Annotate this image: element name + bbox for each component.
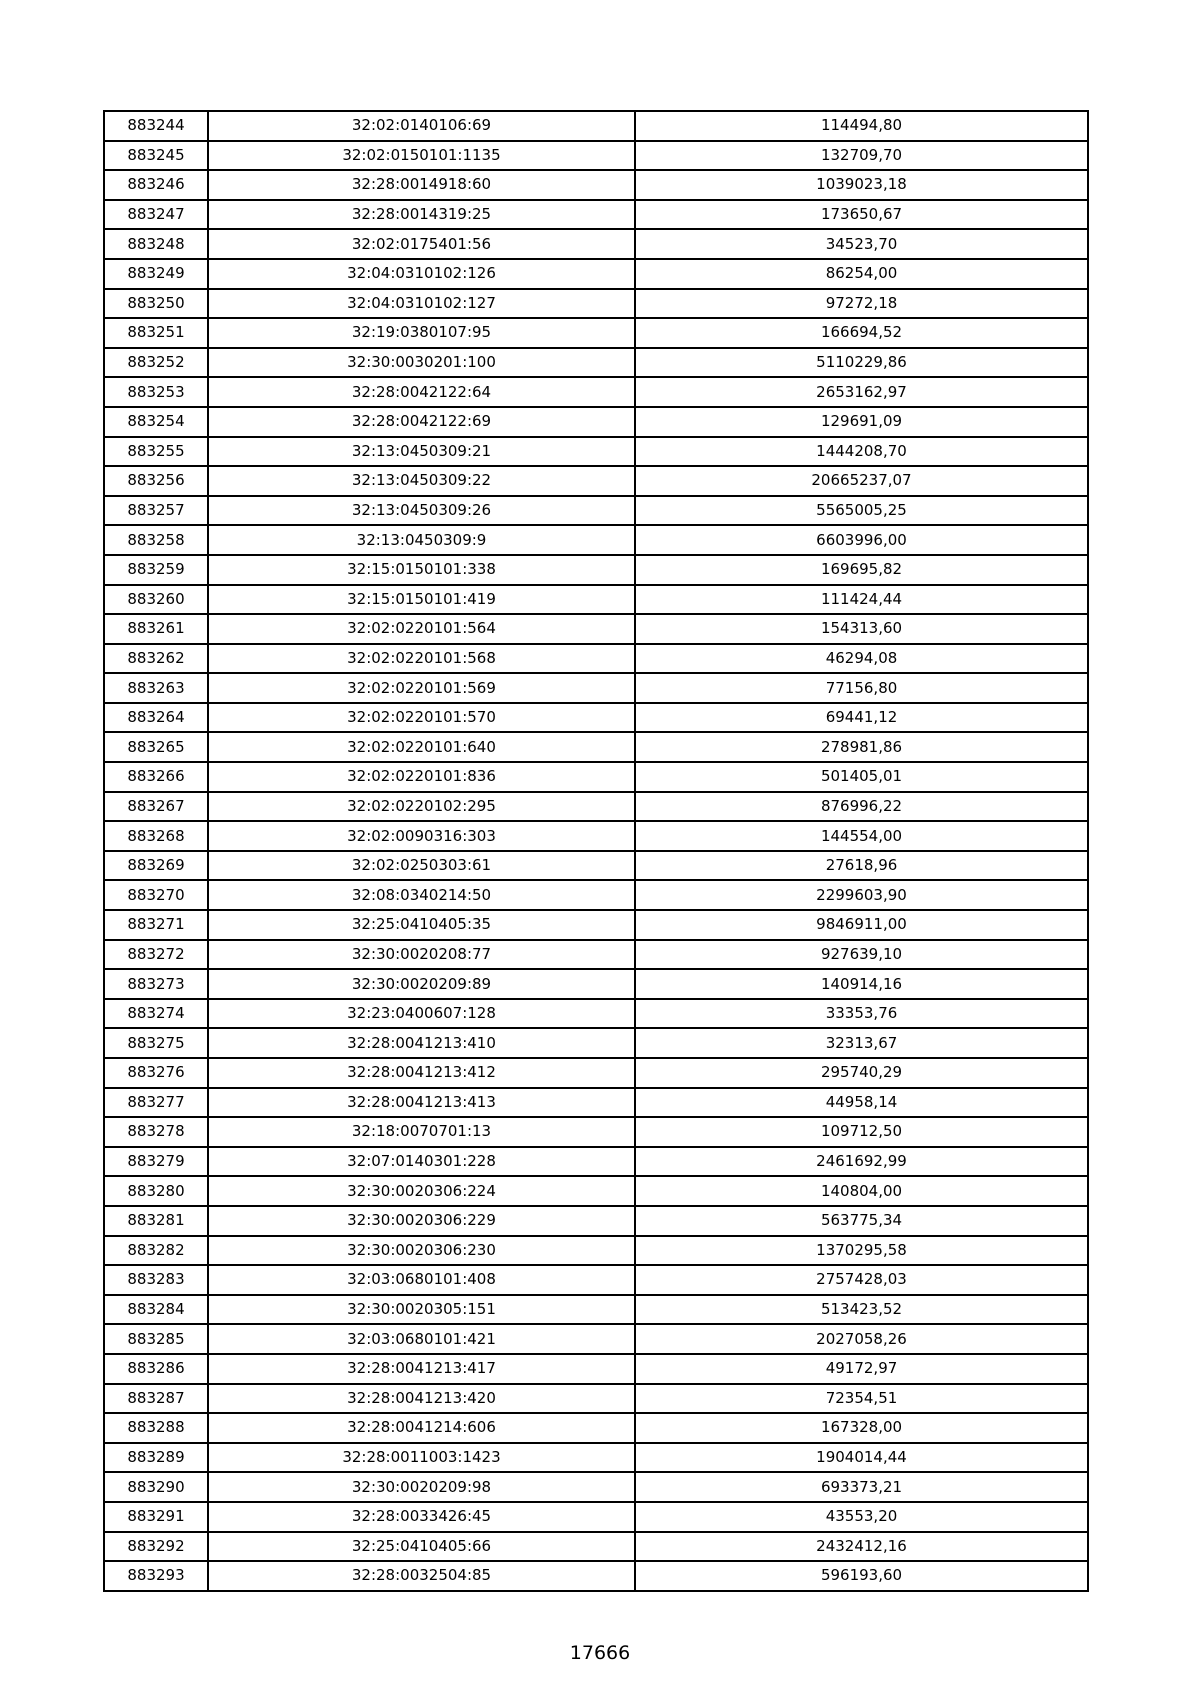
- value-cell: 166694,52: [635, 318, 1088, 348]
- table-row: [104, 792, 1088, 822]
- table-row: [104, 762, 1088, 792]
- value-cell: 46294,08: [635, 644, 1088, 674]
- record-id-cell: 883290: [104, 1472, 208, 1502]
- value-cell: 6603996,00: [635, 525, 1088, 555]
- table-row: [104, 1088, 1088, 1118]
- table-row: [104, 1324, 1088, 1354]
- cadastral-number-cell: 32:15:0150101:338: [208, 555, 635, 585]
- cadastral-number-cell: 32:04:0310102:126: [208, 259, 635, 289]
- cadastral-number-cell: 32:28:0041214:606: [208, 1413, 635, 1443]
- value-cell: 927639,10: [635, 940, 1088, 970]
- table-row: [104, 141, 1088, 171]
- record-id-cell: 883252: [104, 348, 208, 378]
- table-row: [104, 348, 1088, 378]
- record-id-cell: 883278: [104, 1117, 208, 1147]
- value-cell: 173650,67: [635, 200, 1088, 230]
- value-cell: 34523,70: [635, 229, 1088, 259]
- table-row: [104, 821, 1088, 851]
- record-id-cell: 883283: [104, 1265, 208, 1295]
- value-cell: 169695,82: [635, 555, 1088, 585]
- data-table: [103, 110, 1089, 1592]
- table-row: [104, 466, 1088, 496]
- cadastral-number-cell: 32:30:0030201:100: [208, 348, 635, 378]
- record-id-cell: 883281: [104, 1206, 208, 1236]
- cadastral-number-cell: 32:23:0400607:128: [208, 999, 635, 1029]
- cadastral-number-cell: 32:18:0070701:13: [208, 1117, 635, 1147]
- record-id-cell: 883292: [104, 1532, 208, 1562]
- record-id-cell: 883254: [104, 407, 208, 437]
- record-id-cell: 883248: [104, 229, 208, 259]
- value-cell: 501405,01: [635, 762, 1088, 792]
- cadastral-number-cell: 32:30:0020306:229: [208, 1206, 635, 1236]
- record-id-cell: 883269: [104, 851, 208, 881]
- cadastral-number-cell: 32:15:0150101:419: [208, 585, 635, 615]
- cadastral-number-cell: 32:03:0680101:421: [208, 1324, 635, 1354]
- record-id-cell: 883293: [104, 1561, 208, 1591]
- cadastral-number-cell: 32:02:0090316:303: [208, 821, 635, 851]
- cadastral-number-cell: 32:19:0380107:95: [208, 318, 635, 348]
- cadastral-number-cell: 32:13:0450309:9: [208, 525, 635, 555]
- cadastral-number-cell: 32:02:0220101:568: [208, 644, 635, 674]
- cadastral-number-cell: 32:07:0140301:228: [208, 1147, 635, 1177]
- record-id-cell: 883247: [104, 200, 208, 230]
- value-cell: 9846911,00: [635, 910, 1088, 940]
- value-cell: 1904014,44: [635, 1443, 1088, 1473]
- cadastral-number-cell: 32:30:0020306:224: [208, 1176, 635, 1206]
- record-id-cell: 883271: [104, 910, 208, 940]
- record-id-cell: 883260: [104, 585, 208, 615]
- record-id-cell: 883288: [104, 1413, 208, 1443]
- value-cell: 2757428,03: [635, 1265, 1088, 1295]
- table-row: [104, 1532, 1088, 1562]
- cadastral-number-cell: 32:02:0220101:570: [208, 703, 635, 733]
- value-cell: 693373,21: [635, 1472, 1088, 1502]
- value-cell: 278981,86: [635, 732, 1088, 762]
- value-cell: 2653162,97: [635, 377, 1088, 407]
- record-id-cell: 883291: [104, 1502, 208, 1532]
- cadastral-number-cell: 32:04:0310102:127: [208, 289, 635, 319]
- record-id-cell: 883262: [104, 644, 208, 674]
- record-id-cell: 883275: [104, 1028, 208, 1058]
- record-id-cell: 883286: [104, 1354, 208, 1384]
- record-id-cell: 883285: [104, 1324, 208, 1354]
- table-row: [104, 910, 1088, 940]
- record-id-cell: 883280: [104, 1176, 208, 1206]
- value-cell: 5565005,25: [635, 496, 1088, 526]
- value-cell: 77156,80: [635, 673, 1088, 703]
- record-id-cell: 883273: [104, 969, 208, 999]
- cadastral-number-cell: 32:30:0020306:230: [208, 1236, 635, 1266]
- table-row: [104, 1147, 1088, 1177]
- value-cell: 129691,09: [635, 407, 1088, 437]
- cadastral-number-cell: 32:13:0450309:26: [208, 496, 635, 526]
- value-cell: 2461692,99: [635, 1147, 1088, 1177]
- cadastral-number-cell: 32:02:0250303:61: [208, 851, 635, 881]
- value-cell: 513423,52: [635, 1295, 1088, 1325]
- value-cell: 132709,70: [635, 141, 1088, 171]
- table-row: [104, 1295, 1088, 1325]
- cadastral-number-cell: 32:28:0042122:69: [208, 407, 635, 437]
- table-row: [104, 229, 1088, 259]
- table-row: [104, 377, 1088, 407]
- table-row: [104, 259, 1088, 289]
- cadastral-number-cell: 32:28:0014319:25: [208, 200, 635, 230]
- value-cell: 111424,44: [635, 585, 1088, 615]
- table-row: [104, 1561, 1088, 1591]
- table-row: [104, 851, 1088, 881]
- table-row: [104, 1236, 1088, 1266]
- table-row: [104, 1413, 1088, 1443]
- table-row: [104, 111, 1088, 141]
- value-cell: 2299603,90: [635, 880, 1088, 910]
- table-row: [104, 1502, 1088, 1532]
- cadastral-number-cell: 32:28:0033426:45: [208, 1502, 635, 1532]
- cadastral-number-cell: 32:13:0450309:21: [208, 437, 635, 467]
- value-cell: 109712,50: [635, 1117, 1088, 1147]
- value-cell: 97272,18: [635, 289, 1088, 319]
- record-id-cell: 883253: [104, 377, 208, 407]
- table-row: [104, 1176, 1088, 1206]
- record-id-cell: 883249: [104, 259, 208, 289]
- cadastral-number-cell: 32:28:0011003:1423: [208, 1443, 635, 1473]
- table-row: [104, 614, 1088, 644]
- table-row: [104, 673, 1088, 703]
- record-id-cell: 883255: [104, 437, 208, 467]
- value-cell: 20665237,07: [635, 466, 1088, 496]
- record-id-cell: 883258: [104, 525, 208, 555]
- table-row: [104, 1354, 1088, 1384]
- record-id-cell: 883246: [104, 170, 208, 200]
- cadastral-number-cell: 32:30:0020209:89: [208, 969, 635, 999]
- cadastral-number-cell: 32:28:0041213:410: [208, 1028, 635, 1058]
- record-id-cell: 883261: [104, 614, 208, 644]
- table-row: [104, 1472, 1088, 1502]
- record-id-cell: 883272: [104, 940, 208, 970]
- table-row: [104, 170, 1088, 200]
- cadastral-number-cell: 32:25:0410405:66: [208, 1532, 635, 1562]
- value-cell: 69441,12: [635, 703, 1088, 733]
- value-cell: 43553,20: [635, 1502, 1088, 1532]
- value-cell: 72354,51: [635, 1384, 1088, 1414]
- table-row: [104, 407, 1088, 437]
- cadastral-number-cell: 32:25:0410405:35: [208, 910, 635, 940]
- record-id-cell: 883268: [104, 821, 208, 851]
- value-cell: 1444208,70: [635, 437, 1088, 467]
- page-number: 17666: [569, 1642, 631, 1664]
- value-cell: 140804,00: [635, 1176, 1088, 1206]
- table-row: [104, 437, 1088, 467]
- record-id-cell: 883279: [104, 1147, 208, 1177]
- cadastral-number-cell: 32:02:0220102:295: [208, 792, 635, 822]
- table-row: [104, 999, 1088, 1029]
- record-id-cell: 883244: [104, 111, 208, 141]
- record-id-cell: 883277: [104, 1088, 208, 1118]
- table-row: [104, 1265, 1088, 1295]
- value-cell: 167328,00: [635, 1413, 1088, 1443]
- cadastral-number-cell: 32:02:0220101:640: [208, 732, 635, 762]
- record-id-cell: 883266: [104, 762, 208, 792]
- table-row: [104, 289, 1088, 319]
- cadastral-number-cell: 32:02:0150101:1135: [208, 141, 635, 171]
- cadastral-number-cell: 32:02:0220101:836: [208, 762, 635, 792]
- table-row: [104, 1384, 1088, 1414]
- value-cell: 596193,60: [635, 1561, 1088, 1591]
- table-row: [104, 200, 1088, 230]
- record-id-cell: 883282: [104, 1236, 208, 1266]
- table-row: [104, 1028, 1088, 1058]
- record-id-cell: 883251: [104, 318, 208, 348]
- table-row: [104, 1117, 1088, 1147]
- table-row: [104, 940, 1088, 970]
- record-id-cell: 883274: [104, 999, 208, 1029]
- table-row: [104, 644, 1088, 674]
- value-cell: 1039023,18: [635, 170, 1088, 200]
- cadastral-number-cell: 32:30:0020209:98: [208, 1472, 635, 1502]
- value-cell: 2432412,16: [635, 1532, 1088, 1562]
- record-id-cell: 883276: [104, 1058, 208, 1088]
- table-row: [104, 1443, 1088, 1473]
- record-id-cell: 883284: [104, 1295, 208, 1325]
- value-cell: 27618,96: [635, 851, 1088, 881]
- record-id-cell: 883259: [104, 555, 208, 585]
- table-row: [104, 318, 1088, 348]
- cadastral-number-cell: 32:28:0032504:85: [208, 1561, 635, 1591]
- cadastral-number-cell: 32:28:0041213:420: [208, 1384, 635, 1414]
- cadastral-number-cell: 32:28:0041213:413: [208, 1088, 635, 1118]
- value-cell: 44958,14: [635, 1088, 1088, 1118]
- record-id-cell: 883264: [104, 703, 208, 733]
- value-cell: 86254,00: [635, 259, 1088, 289]
- value-cell: 563775,34: [635, 1206, 1088, 1236]
- cadastral-number-cell: 32:02:0175401:56: [208, 229, 635, 259]
- cadastral-number-cell: 32:28:0041213:417: [208, 1354, 635, 1384]
- record-id-cell: 883265: [104, 732, 208, 762]
- cadastral-number-cell: 32:30:0020208:77: [208, 940, 635, 970]
- cadastral-number-cell: 32:13:0450309:22: [208, 466, 635, 496]
- cadastral-number-cell: 32:28:0041213:412: [208, 1058, 635, 1088]
- record-id-cell: 883263: [104, 673, 208, 703]
- cadastral-number-cell: 32:02:0220101:564: [208, 614, 635, 644]
- value-cell: 49172,97: [635, 1354, 1088, 1384]
- record-id-cell: 883257: [104, 496, 208, 526]
- table-row: [104, 880, 1088, 910]
- value-cell: 2027058,26: [635, 1324, 1088, 1354]
- cadastral-number-cell: 32:30:0020305:151: [208, 1295, 635, 1325]
- value-cell: 144554,00: [635, 821, 1088, 851]
- record-id-cell: 883270: [104, 880, 208, 910]
- record-id-cell: 883289: [104, 1443, 208, 1473]
- table-row: [104, 525, 1088, 555]
- table-row: [104, 1206, 1088, 1236]
- record-id-cell: 883250: [104, 289, 208, 319]
- table-row: [104, 555, 1088, 585]
- value-cell: 154313,60: [635, 614, 1088, 644]
- table-row: [104, 585, 1088, 615]
- table-row: [104, 703, 1088, 733]
- table-body: [104, 111, 1088, 1591]
- cadastral-number-cell: 32:28:0042122:64: [208, 377, 635, 407]
- table-row: [104, 496, 1088, 526]
- cadastral-number-cell: 32:03:0680101:408: [208, 1265, 635, 1295]
- cadastral-number-cell: 32:28:0014918:60: [208, 170, 635, 200]
- record-id-cell: 883245: [104, 141, 208, 171]
- cadastral-number-cell: 32:02:0140106:69: [208, 111, 635, 141]
- value-cell: 140914,16: [635, 969, 1088, 999]
- record-id-cell: 883287: [104, 1384, 208, 1414]
- record-id-cell: 883267: [104, 792, 208, 822]
- cadastral-number-cell: 32:02:0220101:569: [208, 673, 635, 703]
- table-row: [104, 1058, 1088, 1088]
- record-id-cell: 883256: [104, 466, 208, 496]
- value-cell: 5110229,86: [635, 348, 1088, 378]
- table-row: [104, 732, 1088, 762]
- value-cell: 114494,80: [635, 111, 1088, 141]
- value-cell: 32313,67: [635, 1028, 1088, 1058]
- value-cell: 295740,29: [635, 1058, 1088, 1088]
- cadastral-number-cell: 32:08:0340214:50: [208, 880, 635, 910]
- table-row: [104, 969, 1088, 999]
- value-cell: 33353,76: [635, 999, 1088, 1029]
- value-cell: 1370295,58: [635, 1236, 1088, 1266]
- value-cell: 876996,22: [635, 792, 1088, 822]
